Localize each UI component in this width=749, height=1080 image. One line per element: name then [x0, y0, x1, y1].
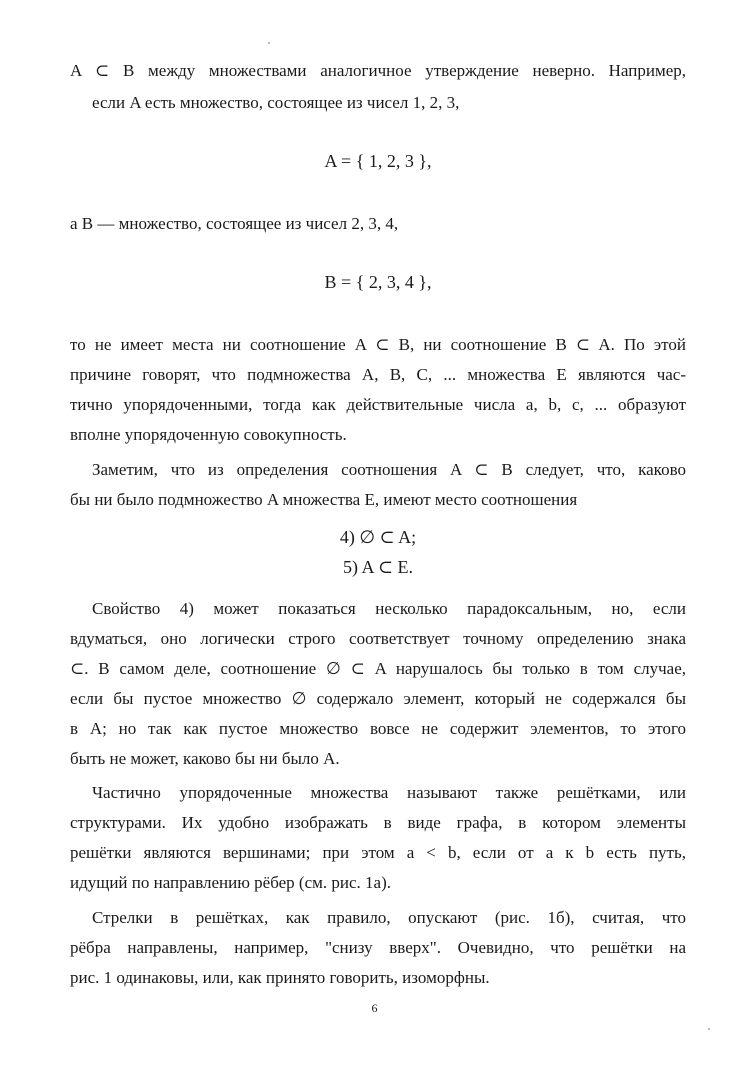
text-line: Стрелки в решётках, как правило, опускают (рис. 1б), считая, что	[92, 908, 686, 927]
text-line: в A; но так как пустое множество вовсе не содержит элементов, то этого	[70, 719, 686, 738]
formula-property-5: 5) A ⊂ E.	[342, 557, 414, 577]
formula-property-4: 4) ∅ ⊂ A;	[339, 527, 417, 547]
text-line: вдуматься, оно логически строго соответствует точному определению знака	[70, 629, 686, 648]
formula-set-a: A = { 1, 2, 3 },	[324, 151, 432, 171]
text-line: A ⊂ B между множествами аналогичное утверждение неверно. Например,	[70, 61, 686, 80]
text-line: а B — множество, состоящее из чисел 2, 3, 4,	[70, 214, 399, 233]
text-line: структурами. Их удобно изображать в виде графа, в котором элементы	[70, 813, 686, 832]
text-line: причине говорят, что подмножества A, B, C, ... множества E являются час-	[70, 365, 686, 384]
text-line: бы ни было подмножество A множества E, имеют место соотношения	[70, 490, 578, 509]
text-line: если бы пустое множество ∅ содержало элемент, который не содержался бы	[70, 689, 686, 708]
text-line: рис. 1 одинаковы, или, как принято говорить, изоморфны.	[70, 968, 490, 987]
text-line: вполне упорядоченную совокупность.	[70, 425, 347, 444]
scan-speck	[268, 42, 270, 44]
text-line: Свойство 4) может показаться несколько парадоксальным, но, если	[92, 599, 686, 618]
text-line: ⊂. В самом деле, соотношение ∅ ⊂ A нарушалось бы только в том случае,	[70, 659, 686, 678]
text-line: быть не может, каково бы ни было A.	[70, 749, 340, 768]
text-line: то не имеет места ни соотношение A ⊂ B, ни соотношение B ⊂ A. По этой	[70, 335, 686, 354]
scan-speck	[708, 1028, 710, 1030]
text-line: Заметим, что из определения соотношения A ⊂ B следует, что, каково	[92, 460, 686, 479]
text-line: решётки являются вершинами; при этом a < b, если от a к b есть путь,	[70, 843, 686, 862]
page-number: 6	[371, 1001, 378, 1015]
text-line: рёбра направлены, например, "снизу вверх". Очевидно, что решётки на	[70, 938, 686, 957]
text-line: тично упорядоченными, тогда как действительные числа a, b, c, ... образуют	[70, 395, 686, 414]
text-line: идущий по направлению рёбер (см. рис. 1а).	[70, 873, 391, 892]
text-line: Частично упорядоченные множества называют также решётками, или	[92, 783, 686, 802]
formula-set-b: B = { 2, 3, 4 },	[324, 272, 432, 292]
text-line: если A есть множество, состоящее из чисел 1, 2, 3,	[92, 93, 460, 112]
